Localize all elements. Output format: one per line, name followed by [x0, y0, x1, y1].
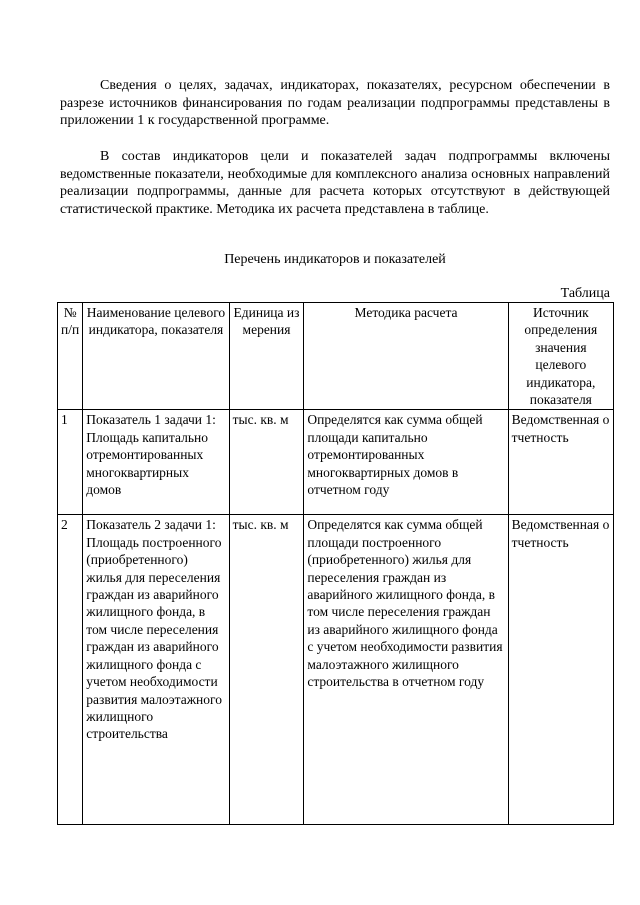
header-num: № п/п — [58, 303, 83, 410]
paragraph-resources-info: Сведения о целях, задачах, индикаторах, показателях, ресурсном обеспечении в разрезе источников финансирования по годам реализации подпрограммы представлены в приложении 1 к государственной программе. — [60, 78, 610, 129]
table-header-row — [58, 303, 614, 410]
row-unit: тыс. кв. м — [229, 515, 304, 825]
paragraph-indicators-info: В состав индикаторов цели и показателей задач подпрограммы включены ведомственные показатели, необходимые для комплексного анализа основных направлений реализации подпрограммы, данные для расчета которых отсутствуют в действующей статистической практике. Методика их расчета представлена в таблице. — [60, 149, 610, 217]
row-source: Ведомственная отчетность — [508, 410, 613, 515]
row-method: Определятся как сумма общей площади построенного (приобретенного) жилья для переселения граждан из аварийного жилищного фонда, в том числе переселения граждан из аварийного жилищного фонда с учетом необходимости развития малоэтажного жилищного строительства в отчетном году — [304, 515, 508, 825]
row-source: Ведомственная отчетность — [508, 515, 613, 825]
table-caption: Таблица — [560, 286, 610, 301]
header-unit: Единица измерения — [229, 303, 304, 410]
table-row — [58, 515, 614, 825]
row-name-text: Показатель 2 задачи 1: Площадь построенного (приобретенного) жилья для переселения граждан из аварийного жилищного фонда, в том числе переселения граждан из аварийного жилищного фонда с учетом необходимости развития малоэтажного жилищного строительства — [86, 517, 222, 742]
header-method: Методика расчета — [304, 303, 508, 410]
row-method: Определятся как сумма общей площади капитально отремонтированных многоквартирных домов в отчетном году — [304, 410, 508, 515]
list-title: Перечень индикаторов и показателей — [224, 252, 446, 267]
header-name: Наименование целевого индикатора, показателя — [83, 303, 229, 410]
row-num: 1 — [58, 410, 83, 515]
row-unit: тыс. кв. м — [229, 410, 304, 515]
header-source: Источник определения значения целевого индикатора, показателя — [508, 303, 613, 410]
row-num: 2 — [58, 515, 83, 825]
row-name — [83, 515, 229, 825]
indicators-table — [57, 302, 614, 825]
table-row — [58, 410, 614, 515]
row-name — [83, 410, 229, 515]
row-name-text: Показатель 1 задачи 1: Площадь капитально отремонтированных многоквартирных домов — [86, 412, 216, 498]
